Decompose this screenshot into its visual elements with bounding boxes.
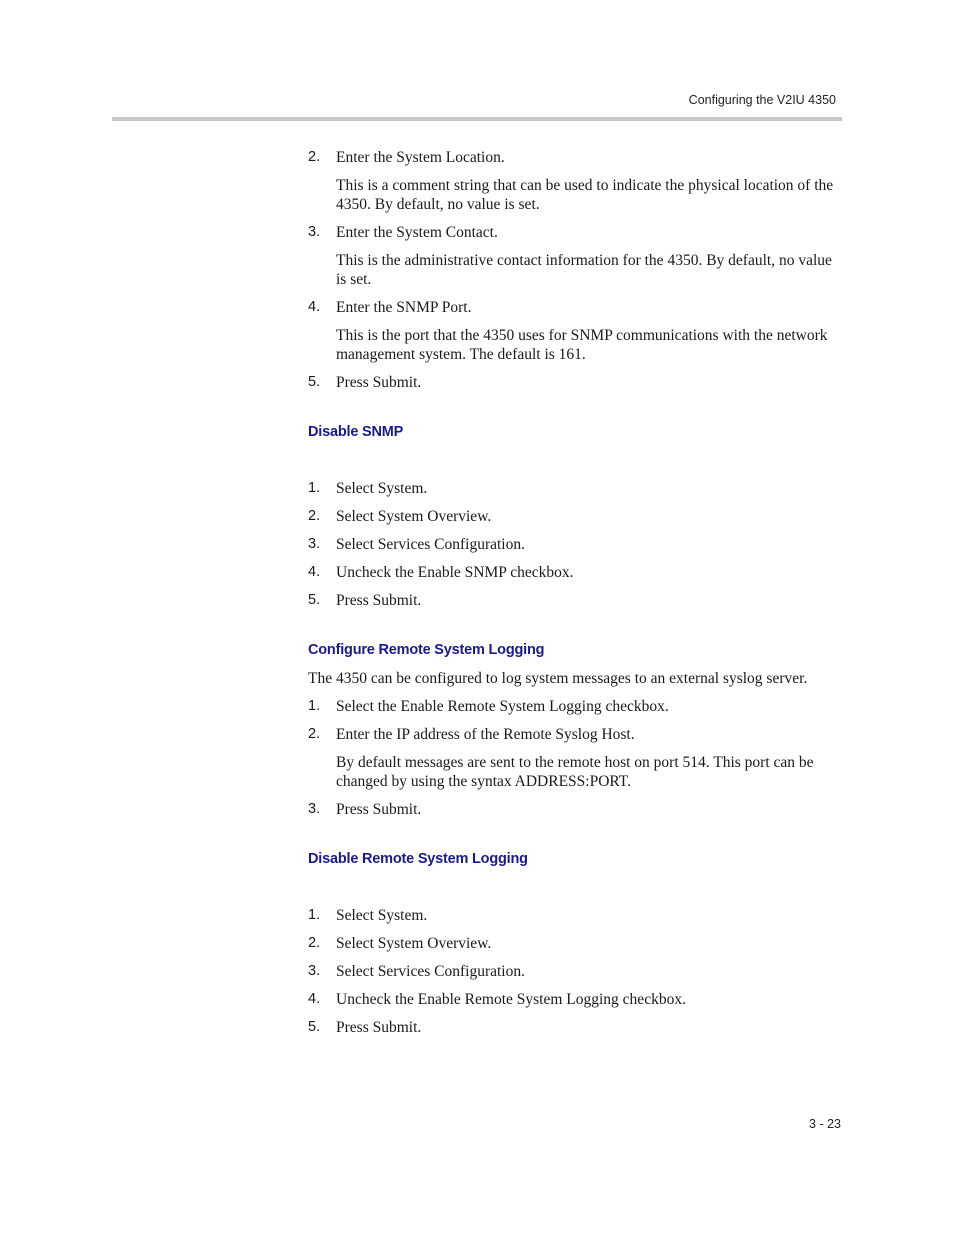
list-item [308,591,843,610]
list-item [308,906,843,925]
list-item [308,697,843,716]
step-number: 4. [308,299,321,315]
section-disable-snmp [308,423,843,610]
step-number: 3. [308,801,321,817]
step-number: 1. [308,480,321,496]
list-item [308,535,843,554]
list-item [308,298,843,317]
step-text: Enter the System Location. [336,149,505,166]
section-heading: Disable SNMP [308,424,404,440]
section-snmp-config-continued [308,148,843,392]
step-number: 1. [308,907,321,923]
step-number: 3. [308,963,321,979]
step-text: Select Services Configuration. [336,536,525,553]
step-text: Uncheck the Enable SNMP checkbox. [336,564,574,581]
step-text: Select the Enable Remote System Logging checkbox. [336,698,669,715]
step-number: 2. [308,508,321,524]
header-rule [112,117,842,121]
step-text: Uncheck the Enable Remote System Logging checkbox. [336,991,686,1008]
step-text: Press Submit. [336,1019,422,1036]
list-item [308,962,843,981]
step-number: 3. [308,536,321,552]
list-item [308,563,843,582]
section-heading: Configure Remote System Logging [308,642,545,658]
step-text: Press Submit. [336,592,422,609]
step-note: This is the administrative contact information for the 4350. By default, no value is set. [336,252,832,288]
list-item [308,1018,843,1037]
step-text: Press Submit. [336,374,422,391]
step-number: 3. [308,224,321,240]
step-number: 5. [308,1019,321,1035]
list-item [308,373,843,392]
step-text: Select System Overview. [336,935,492,952]
step-number: 2. [308,935,321,951]
page-number: 3 - 23 [809,1117,841,1131]
step-number: 1. [308,698,321,714]
list-item [308,479,843,498]
step-number: 2. [308,149,321,165]
section-disable-logging [308,850,843,1037]
step-text: Select System. [336,907,428,924]
step-text: Enter the IP address of the Remote Syslog Host. [336,726,635,743]
list-item [308,934,843,953]
list-item [308,990,843,1009]
step-note: By default messages are sent to the remote host on port 514. This port can be changed by using the syntax ADDRESS:PORT. [336,754,814,790]
step-text: Select System Overview. [336,508,492,525]
list-item [308,223,843,242]
running-header: Configuring the V2IU 4350 [688,93,836,107]
section-remote-logging [308,641,843,819]
list-item [308,725,843,744]
section-intro: The 4350 can be configured to log system messages to an external syslog server. [308,670,808,687]
step-text: Select System. [336,480,428,497]
step-number: 2. [308,726,321,742]
step-text: Press Submit. [336,801,422,818]
list-item [308,507,843,526]
step-number: 5. [308,374,321,390]
step-note: This is a comment string that can be used to indicate the physical location of the 4350. By default, no value is set. [336,177,834,213]
list-item [308,800,843,819]
step-number: 5. [308,592,321,608]
step-number: 4. [308,564,321,580]
step-number: 4. [308,991,321,1007]
step-note: This is the port that the 4350 uses for SNMP communications with the network management system. The default is 161. [336,327,828,363]
step-text: Select Services Configuration. [336,963,525,980]
section-heading: Disable Remote System Logging [308,851,528,867]
step-text: Enter the System Contact. [336,224,498,241]
list-item [308,148,843,167]
page-content [308,148,843,1046]
step-text: Enter the SNMP Port. [336,299,472,316]
